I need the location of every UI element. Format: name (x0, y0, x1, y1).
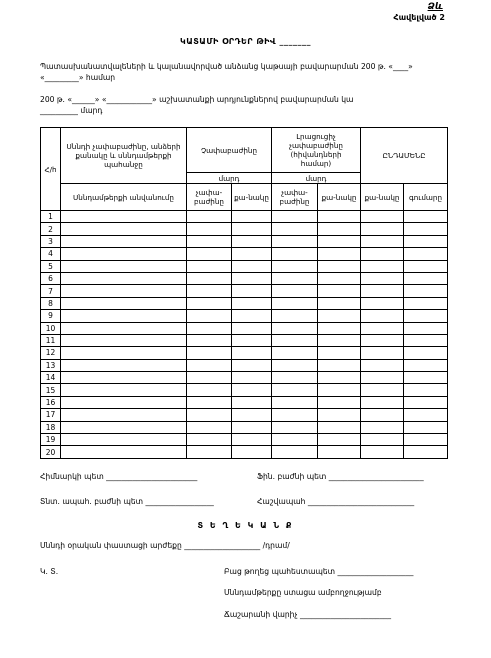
table-cell[interactable] (187, 396, 232, 408)
row-number: 6 (41, 272, 61, 284)
table-cell[interactable] (361, 297, 404, 309)
table-cell[interactable] (187, 359, 232, 371)
table-cell[interactable] (318, 322, 361, 334)
row-number: 18 (41, 421, 61, 433)
table-cell[interactable] (187, 297, 232, 309)
table-cell[interactable] (61, 260, 187, 272)
table-cell[interactable] (61, 409, 187, 421)
table-cell[interactable] (272, 421, 318, 433)
table-cell[interactable] (361, 285, 404, 297)
sig-canteen-head: Ճաշարանի վարիչ ________________________ (224, 610, 392, 619)
table-cell[interactable] (187, 211, 232, 223)
sig-institution-head: Հիմնարկի պետ ________________________ (40, 472, 198, 481)
table-cell[interactable] (272, 384, 318, 396)
intro-line-2: «_________» համար (40, 73, 116, 82)
table-cell[interactable] (318, 334, 361, 346)
table-cell[interactable] (361, 409, 404, 421)
table-cell[interactable] (318, 272, 361, 284)
table-cell[interactable] (404, 384, 448, 396)
table-cell[interactable] (232, 421, 272, 433)
norm-portion-header: չափա-բաժինը (187, 184, 232, 211)
table-cell[interactable] (272, 260, 318, 272)
col-num-header: Հ/հ (41, 128, 61, 211)
table-cell[interactable] (272, 272, 318, 284)
table-cell[interactable] (361, 434, 404, 446)
row-number: 19 (41, 434, 61, 446)
table-cell[interactable] (404, 446, 448, 458)
table-row (41, 211, 448, 223)
table-cell[interactable] (361, 260, 404, 272)
row-number: 3 (41, 235, 61, 247)
table-cell[interactable] (361, 446, 404, 458)
table-cell[interactable] (404, 297, 448, 309)
table-cell[interactable] (272, 396, 318, 408)
table-row (41, 396, 448, 408)
table-cell[interactable] (361, 223, 404, 235)
row-number: 8 (41, 297, 61, 309)
table-cell[interactable] (404, 310, 448, 322)
table-cell[interactable] (232, 347, 272, 359)
table-cell[interactable] (61, 359, 187, 371)
table-cell[interactable] (232, 322, 272, 334)
row-number: 9 (41, 310, 61, 322)
norm-qty-header: քա-նակը (232, 184, 272, 211)
table-cell[interactable] (232, 272, 272, 284)
table-cell[interactable] (361, 235, 404, 247)
table-cell[interactable] (232, 384, 272, 396)
table-cell[interactable] (61, 272, 187, 284)
table-cell[interactable] (404, 272, 448, 284)
receipt-title: Տ Ե Ղ Ե Կ Ա Ն Ք (197, 521, 294, 530)
table-cell[interactable] (272, 285, 318, 297)
table-cell[interactable] (272, 235, 318, 247)
table-cell[interactable] (404, 235, 448, 247)
table-cell[interactable] (61, 384, 187, 396)
table-cell[interactable] (61, 421, 187, 433)
table-cell[interactable] (361, 272, 404, 284)
receipt-daily-value: Սննդի օրական փաստացի արժեքը ____________________ /դրամ/ (40, 541, 290, 550)
table-cell[interactable] (404, 211, 448, 223)
table-cell[interactable] (272, 434, 318, 446)
table-row (41, 347, 448, 359)
row-number: 2 (41, 223, 61, 235)
row-number: 7 (41, 285, 61, 297)
table-cell[interactable] (318, 310, 361, 322)
table-cell[interactable] (318, 260, 361, 272)
table-cell[interactable] (232, 446, 272, 458)
table-row (41, 384, 448, 396)
seal-place: Կ. Տ. (40, 567, 59, 576)
row-number: 13 (41, 359, 61, 371)
table-cell[interactable] (318, 235, 361, 247)
table-row (41, 322, 448, 334)
table-cell[interactable] (232, 359, 272, 371)
table-cell[interactable] (187, 260, 232, 272)
table-cell[interactable] (361, 384, 404, 396)
table-cell[interactable] (318, 384, 361, 396)
table-cell[interactable] (232, 334, 272, 346)
group-total-header: ԸՆԴԱՄԵՆԸ (361, 128, 448, 184)
table-cell[interactable] (318, 347, 361, 359)
table-cell[interactable] (61, 285, 187, 297)
table-row (41, 285, 448, 297)
table-row (41, 372, 448, 384)
table-cell[interactable] (404, 322, 448, 334)
sig-accountant: Հաշվապահ ____________________________ (257, 497, 415, 506)
table-cell[interactable] (232, 297, 272, 309)
table-cell[interactable] (318, 421, 361, 433)
group-extra-unit: մարդ (272, 173, 361, 184)
table-cell[interactable] (61, 446, 187, 458)
table-cell[interactable] (61, 372, 187, 384)
table-cell[interactable] (404, 347, 448, 359)
table-cell[interactable] (404, 260, 448, 272)
table-cell[interactable] (61, 297, 187, 309)
table-cell[interactable] (318, 223, 361, 235)
table-cell[interactable] (61, 211, 187, 223)
table-cell[interactable] (318, 297, 361, 309)
intro-line-4: __________ մարդ (40, 106, 103, 115)
group-norm-unit: մարդ (187, 173, 272, 184)
row-number: 14 (41, 372, 61, 384)
row-number: 20 (41, 446, 61, 458)
table-cell[interactable] (232, 434, 272, 446)
table-cell[interactable] (187, 310, 232, 322)
table-cell[interactable] (272, 334, 318, 346)
table-row (41, 434, 448, 446)
table-cell[interactable] (232, 235, 272, 247)
table-cell[interactable] (187, 334, 232, 346)
row-number: 10 (41, 322, 61, 334)
sig-finance-head: Ֆին. բաժնի պետ _________________________ (257, 472, 424, 481)
table-cell[interactable] (272, 446, 318, 458)
received-note: Սննդամթերքը ստացա ամբողջությամբ (224, 588, 382, 597)
table-cell[interactable] (187, 421, 232, 433)
table-cell[interactable] (232, 372, 272, 384)
table-cell[interactable] (61, 434, 187, 446)
table-row (41, 223, 448, 235)
table-cell[interactable] (187, 223, 232, 235)
table-cell[interactable] (272, 248, 318, 260)
table-cell[interactable] (404, 248, 448, 260)
table-cell[interactable] (361, 372, 404, 384)
table-cell[interactable] (187, 322, 232, 334)
table-cell[interactable] (272, 310, 318, 322)
table-cell[interactable] (187, 248, 232, 260)
table-cell[interactable] (61, 347, 187, 359)
table-cell[interactable] (404, 396, 448, 408)
row-number: 15 (41, 384, 61, 396)
table-cell[interactable] (272, 223, 318, 235)
table-cell[interactable] (187, 409, 232, 421)
table-row (41, 409, 448, 421)
table-row (41, 235, 448, 247)
table-cell[interactable] (232, 409, 272, 421)
table-cell[interactable] (404, 421, 448, 433)
row-number: 16 (41, 396, 61, 408)
table-cell[interactable] (318, 211, 361, 223)
table-cell[interactable] (361, 211, 404, 223)
table-cell[interactable] (272, 359, 318, 371)
row-number: 1 (41, 211, 61, 223)
table-row (41, 248, 448, 260)
table-cell[interactable] (404, 434, 448, 446)
table-row (41, 310, 448, 322)
col-name-subheader: Սննդամթերքի անվանումը (61, 184, 187, 211)
table-cell[interactable] (61, 248, 187, 260)
extra-qty-header: քա-նակը (318, 184, 361, 211)
intro-line-1: Պատասխանատվալեների և կալանավորված անձանց կաթսայի բավարարման 200 թ. «____» (40, 62, 413, 71)
table-cell[interactable] (187, 372, 232, 384)
table-cell[interactable] (187, 235, 232, 247)
intro-line-3: 200 թ. «______» «____________» աշխատանքի արդյունքներով բավարարման կա (40, 95, 354, 104)
table-cell[interactable] (361, 248, 404, 260)
table-cell[interactable] (232, 396, 272, 408)
table-cell[interactable] (61, 334, 187, 346)
row-number: 11 (41, 334, 61, 346)
table-row (41, 260, 448, 272)
table-cell[interactable] (187, 384, 232, 396)
table-cell[interactable] (61, 235, 187, 247)
group-extra-header: Լրացուցիչ չափաբաժինը (հիվանդների համար) (272, 128, 361, 173)
table-cell[interactable] (272, 347, 318, 359)
table-row (41, 334, 448, 346)
table-cell[interactable] (318, 285, 361, 297)
table-cell[interactable] (318, 446, 361, 458)
document-title: ԿԱՏԱՄԻ ՕՐԴԵՐ ԹԻՎ _______ (180, 37, 311, 46)
table-cell[interactable] (404, 409, 448, 421)
group-norm-header: Չափաբաժինը (187, 128, 272, 173)
table-cell[interactable] (272, 297, 318, 309)
table-cell[interactable] (272, 409, 318, 421)
table-row (41, 272, 448, 284)
table-cell[interactable] (187, 446, 232, 458)
extra-portion-header: չափա-բաժինը (272, 184, 318, 211)
table-cell[interactable] (361, 334, 404, 346)
table-cell[interactable] (361, 359, 404, 371)
total-qty-header: քա-նակը (361, 184, 404, 211)
total-sum-header: գումարը (404, 184, 448, 211)
table-row (41, 297, 448, 309)
table-cell[interactable] (361, 310, 404, 322)
col-name-header: Սննդի չափաբաժինը, անձերի քանակը և սննդամթերքի պահանջը (61, 128, 187, 184)
table-cell[interactable] (404, 223, 448, 235)
table-cell[interactable] (61, 310, 187, 322)
table-cell[interactable] (61, 322, 187, 334)
table-cell[interactable] (318, 396, 361, 408)
table-cell[interactable] (187, 434, 232, 446)
table-cell[interactable] (187, 272, 232, 284)
row-number: 4 (41, 248, 61, 260)
form-number: Ձև (427, 2, 443, 12)
table-cell[interactable] (361, 347, 404, 359)
table-cell[interactable] (404, 359, 448, 371)
table-cell[interactable] (61, 396, 187, 408)
sig-storekeeper: Բաց թողեց պահեստապետ ____________________ (224, 567, 414, 576)
appendix-label: Հավելված 2 (393, 13, 445, 22)
row-number: 12 (41, 347, 61, 359)
table-cell[interactable] (232, 310, 272, 322)
row-number: 17 (41, 409, 61, 421)
table-row (41, 446, 448, 458)
table-cell[interactable] (318, 372, 361, 384)
table-cell[interactable] (232, 248, 272, 260)
table-cell[interactable] (318, 409, 361, 421)
table-cell[interactable] (232, 260, 272, 272)
table-cell[interactable] (404, 334, 448, 346)
table-cell[interactable] (232, 211, 272, 223)
table-cell[interactable] (318, 248, 361, 260)
table-cell[interactable] (272, 322, 318, 334)
table-cell[interactable] (272, 211, 318, 223)
row-number: 5 (41, 260, 61, 272)
table-cell[interactable] (361, 396, 404, 408)
table-cell[interactable] (404, 372, 448, 384)
table-cell[interactable] (187, 285, 232, 297)
sig-supply-head: Տնտ. ապահ. բաժնի պետ __________________ (40, 497, 214, 506)
table-cell[interactable] (361, 421, 404, 433)
table-cell[interactable] (61, 223, 187, 235)
table-row (41, 421, 448, 433)
table-cell[interactable] (232, 285, 272, 297)
table-cell[interactable] (187, 347, 232, 359)
table-cell[interactable] (272, 372, 318, 384)
table-row (41, 359, 448, 371)
table-cell[interactable] (361, 322, 404, 334)
food-table (40, 127, 448, 459)
table-cell[interactable] (404, 285, 448, 297)
table-cell[interactable] (318, 434, 361, 446)
table-cell[interactable] (318, 359, 361, 371)
table-cell[interactable] (232, 223, 272, 235)
